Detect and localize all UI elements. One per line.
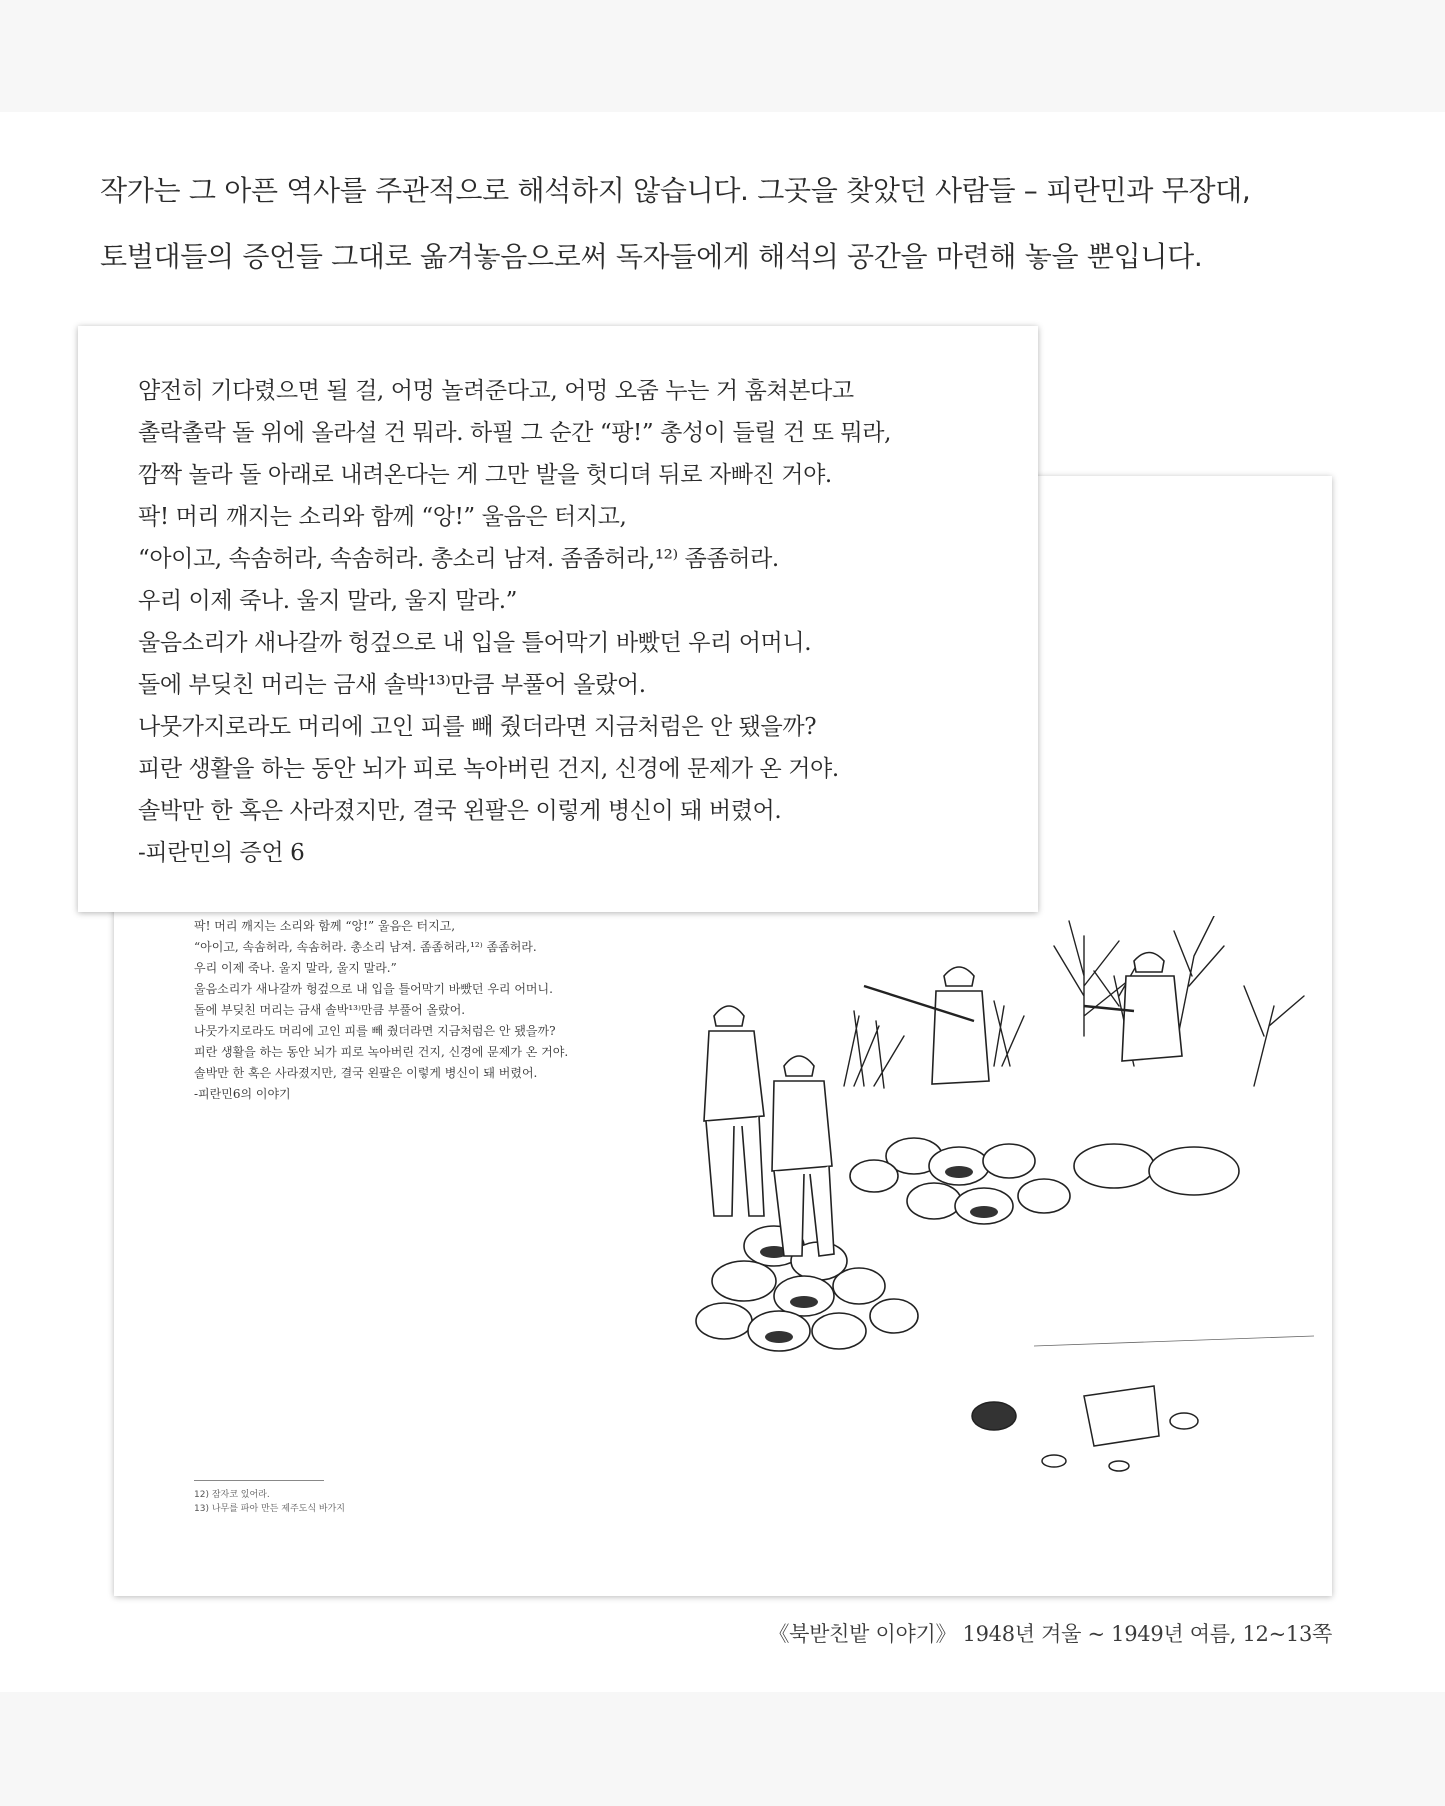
quote-source: -피란민의 증언 6 (138, 840, 305, 866)
spread-line: -피란민6의 이야기 (194, 1087, 291, 1101)
spread-line: “아이고, 속솜허라, 속솜허라. 총소리 남져. 좀좀허라,¹²⁾ 좀좀허라. (194, 940, 537, 954)
quote-line: 촐락촐락 돌 위에 올라설 건 뭐라. 하필 그 순간 “팡!” 총성이 들릴 건 또 뭐라, (138, 420, 892, 446)
spread-line: 돌에 부딪친 머리는 금새 솔박¹³⁾만큼 부풀어 올랐어. (194, 1003, 466, 1017)
spread-line: 팍! 머리 깨지는 소리와 함께 “앙!” 울음은 터지고, (194, 919, 456, 933)
spread-line: 우리 이제 죽나. 울지 말라, 울지 말라.” (194, 961, 397, 975)
quote-line: 나뭇가지로라도 머리에 고인 피를 빼 줬더라면 지금처럼은 안 됐을까? (138, 714, 817, 740)
footnote-divider (194, 1480, 324, 1481)
intro-line: 작가는 그 아픈 역사를 주관적으로 해석하지 않습니다. 그곳을 찾았던 사람들 – 피란민과 무장대, (100, 174, 1251, 207)
spread-line: 솔박만 한 혹은 사라졌지만, 결국 왼팔은 이렇게 병신이 돼 버렸어. (194, 1066, 538, 1080)
quote-line: “아이고, 속솜허라, 속솜허라. 총소리 남져. 좀좀허라,¹²⁾ 좀좀허라. (138, 546, 779, 572)
ink-illustration (614, 916, 1314, 1556)
quote-line: 울음소리가 새나갈까 헝겊으로 내 입을 틀어막기 바빴던 우리 어머니. (138, 630, 812, 656)
quote-line: 우리 이제 죽나. 울지 말라, 울지 말라.” (138, 588, 518, 614)
image-caption: 《북받친밭 이야기》 1948년 겨울 ~ 1949년 여름, 12~13쪽 (768, 1622, 1332, 1646)
intro-line: 토벌대들의 증언들 그대로 옮겨놓음으로써 독자들에게 해석의 공간을 마련해 놓을 뿐입니다. (100, 240, 1203, 273)
footnote-item: 12) 잠자코 있어라. (194, 1490, 270, 1500)
quote-line: 깜짝 놀라 돌 아래로 내려온다는 게 그만 발을 헛디뎌 뒤로 자빠진 거야. (138, 462, 832, 488)
top-band (0, 0, 1445, 112)
quote-line: 솔박만 한 혹은 사라졌지만, 결국 왼팔은 이렇게 병신이 돼 버렸어. (138, 798, 782, 824)
quote-card (78, 326, 1038, 912)
quote-line: 팍! 머리 깨지는 소리와 함께 “앙!” 울음은 터지고, (138, 504, 627, 530)
quote-line: 얌전히 기다렸으면 될 걸, 어멍 놀려준다고, 어멍 오줌 누는 거 훔쳐본다고 (138, 378, 854, 404)
quote-line: 피란 생활을 하는 동안 뇌가 피로 녹아버린 건지, 신경에 문제가 온 거야. (138, 756, 839, 782)
spread-line: 나뭇가지로라도 머리에 고인 피를 빼 줬더라면 지금처럼은 안 됐을까? (194, 1024, 556, 1038)
spread-line: 피란 생활을 하는 동안 뇌가 피로 녹아버린 건지, 신경에 문제가 온 거야. (194, 1045, 569, 1059)
intro-paragraph (100, 158, 1390, 290)
bottom-band (0, 1692, 1445, 1806)
footnotes (194, 1488, 345, 1516)
quote-line: 돌에 부딪친 머리는 금새 솔박¹³⁾만큼 부풀어 올랐어. (138, 672, 646, 698)
spread-line: 울음소리가 새나갈까 헝겊으로 내 입을 틀어막기 바빴던 우리 어머니. (194, 982, 553, 996)
quote-text (138, 370, 1018, 874)
footnote-item: 13) 나무를 파아 만든 제주도식 바가지 (194, 1504, 345, 1514)
